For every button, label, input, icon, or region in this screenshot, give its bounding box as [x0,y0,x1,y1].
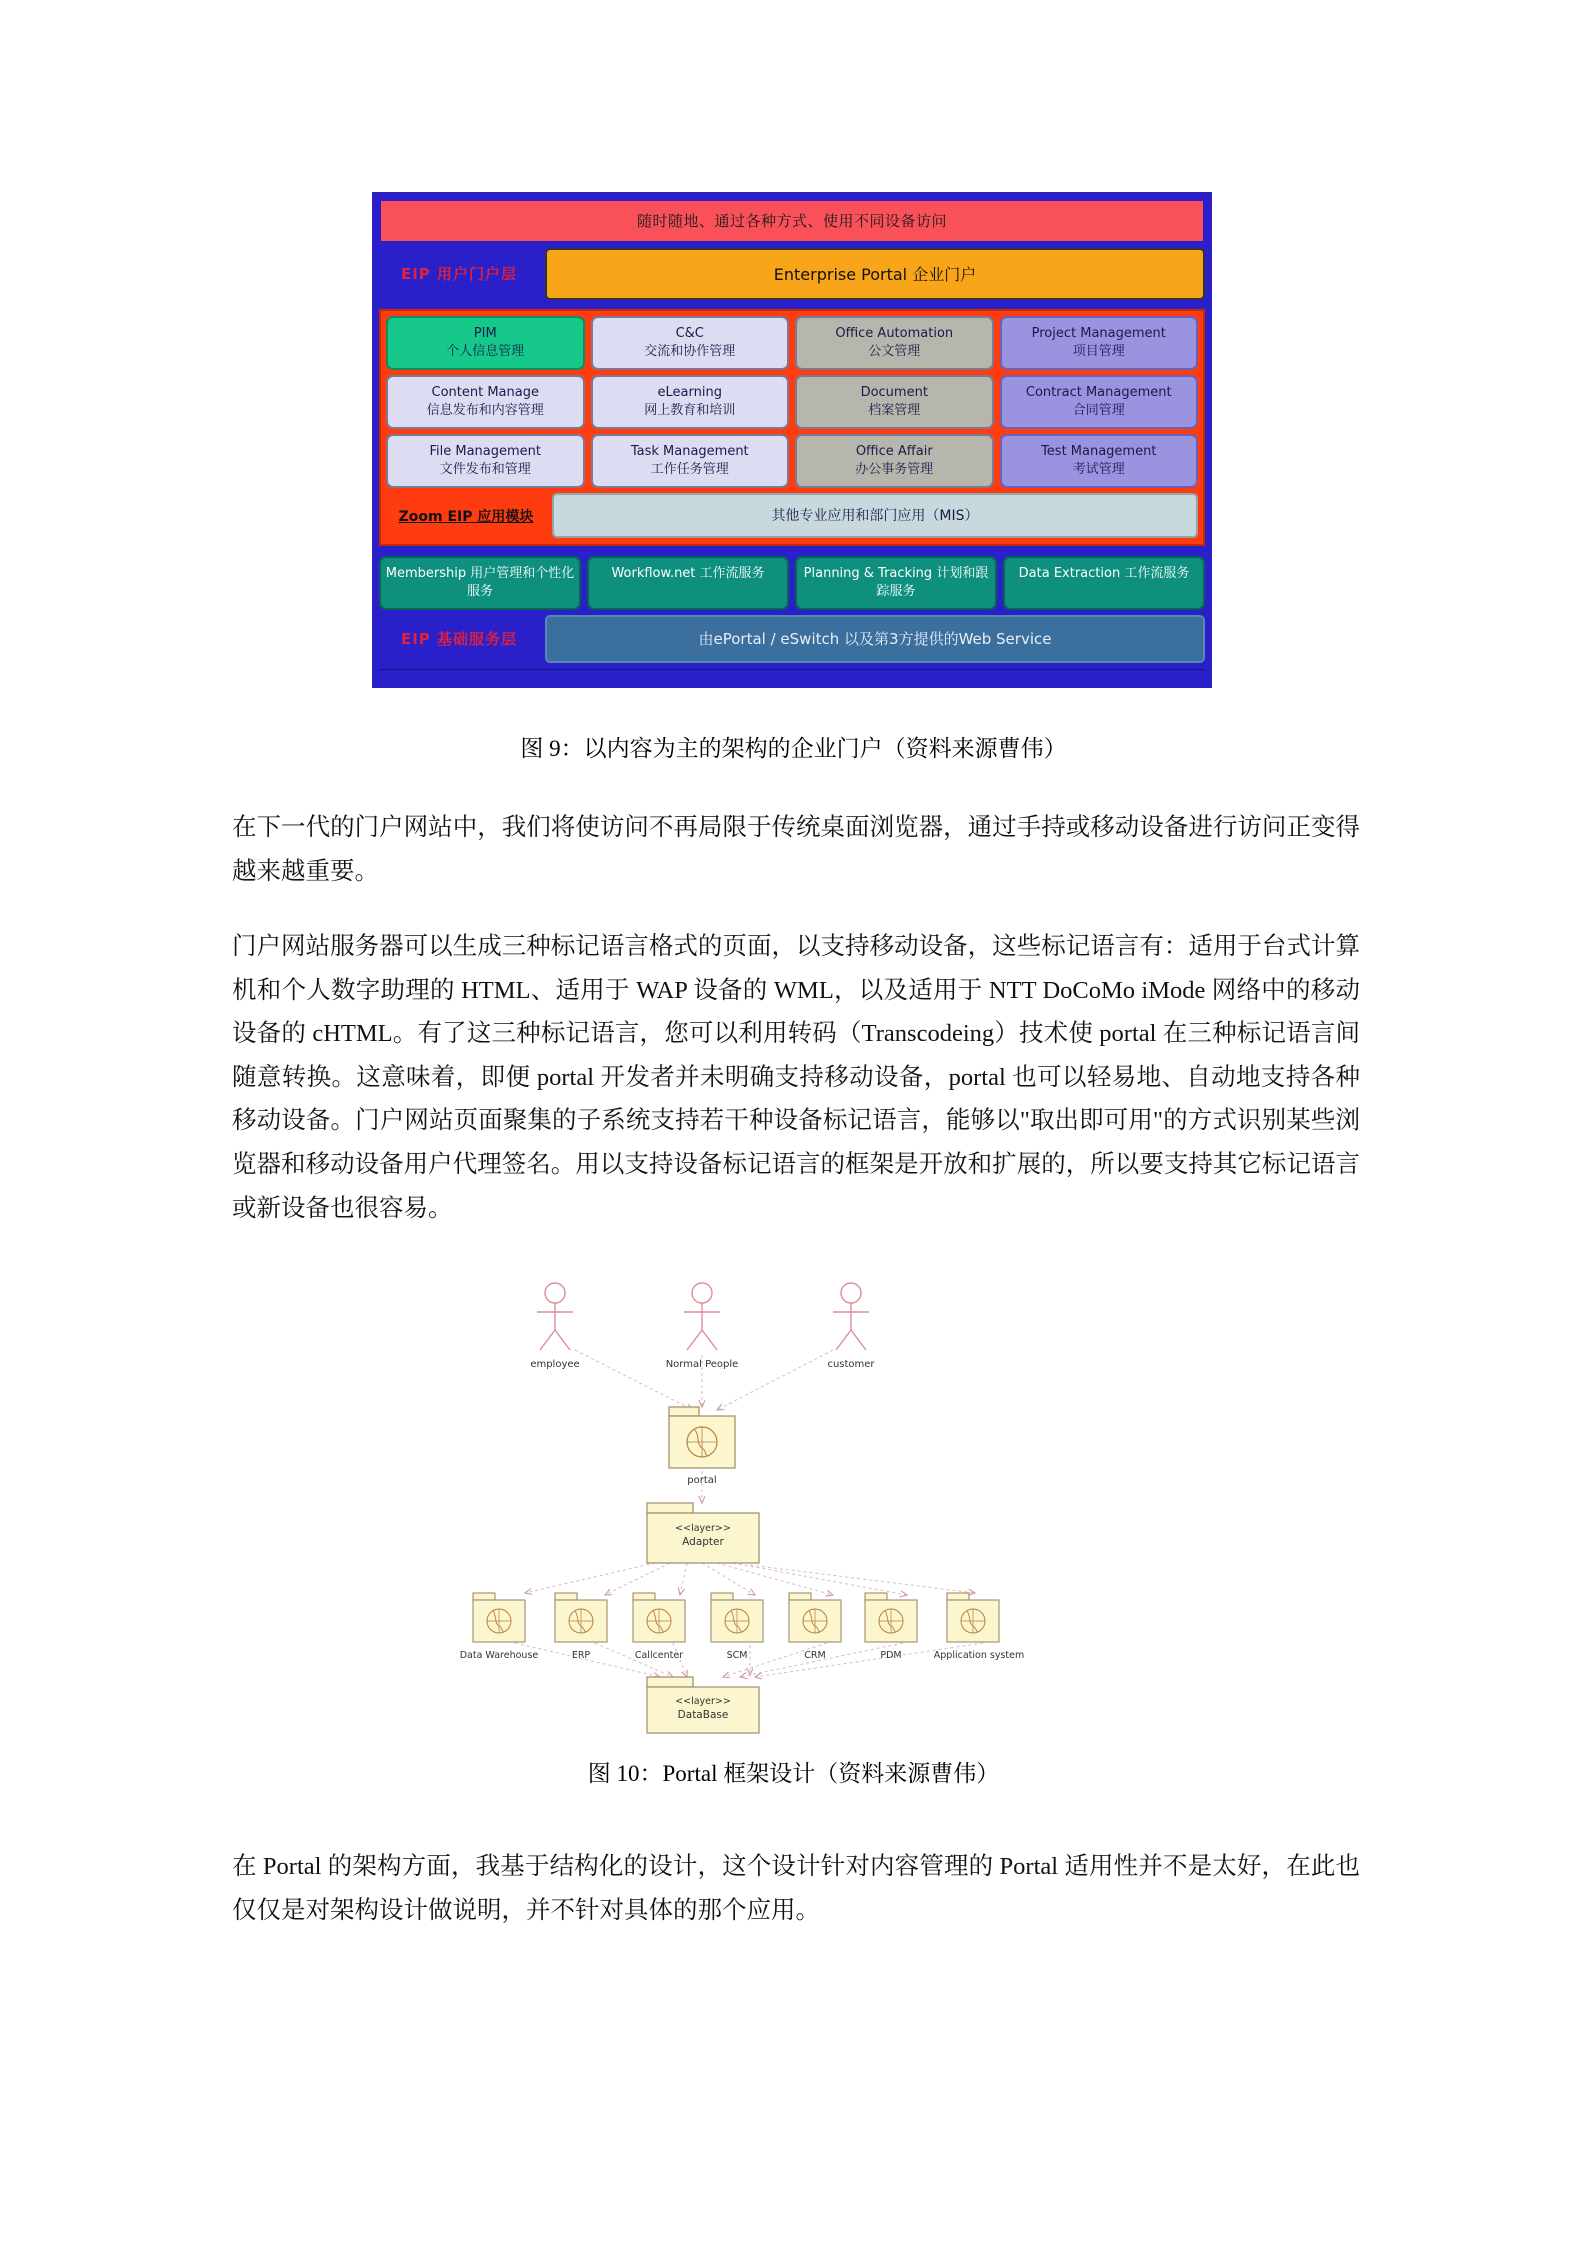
module-cc [591,316,790,370]
package-portal-label: portal [687,1475,717,1486]
module-office-affair [795,434,994,488]
service-en-label: Data Extraction [1018,566,1121,582]
module-cn-label: 项目管理 [1072,343,1125,359]
application-modules-section [379,309,1205,546]
module-cn-label: 办公事务管理 [855,461,934,477]
diagram-bottom-strip [379,669,1205,682]
globe-icon [879,1609,903,1633]
module-content-manage [386,375,585,429]
paragraph-3: 在 Portal 的架构方面，我基于结构化的设计，这个设计针对内容管理的 Portal 适用性并不是太好，在此也仅仅是对架构设计做说明，并不针对具体的那个应用。 [232,1853,1360,1924]
service-cn-label: 工作流服务 [1124,566,1190,582]
module-en-label: Office Automation [835,326,954,341]
module-cn-label: 信息发布和内容管理 [426,402,544,418]
actor-employee [530,1283,579,1370]
mis-row [386,493,1198,538]
package-portal [669,1407,735,1486]
package-pdm [865,1593,917,1661]
paragraph-1: 在下一代的门户网站中，我们将使访问不再局限于传统桌面浏览器，通过手持或移动设备进行访问正变得越来越重要。 [232,814,1360,885]
package-erp [555,1593,607,1661]
web-service-box: 由ePortal / eSwitch 以及第3方提供的Web Service [545,615,1205,663]
module-file-management [386,434,585,488]
package-label: SCM [726,1650,748,1661]
package-label: Callcenter [634,1650,684,1661]
module-en-label: Content Manage [431,385,539,401]
globe-icon [569,1609,593,1633]
actor-customer [827,1283,875,1370]
module-cn-label: 交流和协作管理 [644,343,736,359]
actor-employee-label: employee [530,1359,580,1370]
mis-box: 其他专业应用和部门应用（MIS） [552,493,1198,538]
base-layer-label: EIP 基础服务层 [400,630,518,649]
module-document [795,375,994,429]
globe-icon [961,1609,985,1633]
service-data-extraction [1003,556,1205,610]
package-label: ERP [571,1650,591,1661]
package-data-warehouse [460,1593,539,1661]
module-test-management [1000,434,1199,488]
package-label: CRM [804,1650,826,1661]
module-cn-label: 公文管理 [868,343,921,359]
service-cn-label: 工作流服务 [699,566,765,582]
package-label: PDM [880,1650,902,1661]
module-en-label: PIM [473,326,497,341]
module-cn-label: 网上教育和培训 [644,402,736,418]
adapter-system-lines [525,1563,975,1595]
globe-icon [687,1427,717,1457]
globe-icon [725,1609,749,1633]
module-contract-management [1000,375,1199,429]
globe-icon [487,1609,511,1633]
service-membership [379,556,581,610]
portal-layer-row [375,243,1209,307]
actor-normal-people-label: Normal People [665,1359,739,1370]
service-row [379,556,1205,610]
module-en-label: Office Affair [855,444,933,460]
module-en-label: Task Management [630,444,749,460]
package-database [647,1677,759,1733]
module-cn-label: 个人信息管理 [446,343,525,359]
service-cn-label: 用户管理和个性化服务 [466,566,575,599]
module-row-1 [386,316,1198,370]
package-label: Data Warehouse [459,1650,539,1661]
figure-9-eip-architecture [372,192,1212,688]
module-cn-label: 考试管理 [1072,461,1125,477]
figure-10-portal-framework [455,1275,1155,1735]
globe-icon [647,1609,671,1633]
module-task-management [591,434,790,488]
module-cn-label: 文件发布和管理 [439,461,531,477]
figure-10-caption: 图 10：Portal 框架设计（资料来源曹伟） [587,1761,1000,1786]
service-en-label: Workflow.net [611,566,696,582]
module-office-automation [795,316,994,370]
package-adapter [647,1503,759,1563]
web-service-row [379,615,1205,663]
module-en-label: Contract Management [1025,385,1172,401]
package-label: Application system [933,1650,1025,1661]
adapter-name-label: Adapter [682,1536,724,1548]
package-application-system [934,1593,1024,1661]
globe-icon [803,1609,827,1633]
module-en-label: Test Management [1041,444,1157,460]
package-callcenter [633,1593,685,1661]
service-cn-label: 计划和跟踪服务 [876,566,989,599]
module-cn-label: 档案管理 [868,402,921,418]
figure-9-caption: 图 9：以内容为主的架构的企业门户（资料来源曹伟） [520,736,1067,761]
module-cn-label: 合同管理 [1072,402,1125,418]
enterprise-portal-box: Enterprise Portal 企业门户 [545,248,1205,300]
database-stereotype-label: <<layer>> [675,1696,731,1707]
package-scm [711,1593,763,1661]
module-pim [386,316,585,370]
module-elearning [591,375,790,429]
module-row-2 [386,375,1198,429]
module-en-label: eLearning [657,385,722,401]
service-planning-tracking [795,556,997,610]
module-cn-label: 工作任务管理 [650,461,729,477]
app-layer-label: Zoom EIP 应用模块 [398,508,534,525]
service-en-label: Membership [385,566,467,582]
module-project-management [1000,316,1199,370]
base-services-section [375,550,1209,667]
module-en-label: Document [860,385,928,401]
eip-diagram [372,192,1212,688]
access-band-label: 随时随地、通过各种方式、使用不同设备访问 [379,199,1205,243]
service-en-label: Planning & Tracking [803,566,933,582]
actor-customer-label: customer [827,1359,875,1370]
adapter-stereotype-label: <<layer>> [675,1523,731,1534]
module-en-label: File Management [429,444,542,460]
service-workflow-net [587,556,789,610]
module-en-label: Project Management [1031,326,1166,341]
package-crm [789,1593,841,1661]
uml-package-diagram [455,1275,1155,1735]
module-row-3 [386,434,1198,488]
database-name-label: DataBase [677,1709,729,1721]
module-en-label: C&C [675,326,704,341]
portal-layer-label: EIP 用户门户层 [400,264,518,283]
paragraph-2: 门户网站服务器可以生成三种标记语言格式的页面，以支持移动设备，这些标记语言有：适用于台式计算机和个人数字助理的 HTML、适用于 WAP 设备的 WML，以及适用于 NTT DoCoMo iMode 网络中的移动设备的 cHTML。有了这三种标记语言，您可以利用转码（Transcodeing）技术使 portal 在三种标记语言间随意转换。这意味着，即便 portal 开发者并未明确支持移动设备，portal 也可以轻易地、自动地支持各种移动设备。门户网站页面聚集的子系统支持若干种设备标记语言，能够以"取出即可用"的方式识别某些浏览器和移动设备用户代理签名。用以支持设备标记语言的框架是开放和扩展的，所以要支持其它标记语言或新设备也很容易。 [232,933,1360,1222]
